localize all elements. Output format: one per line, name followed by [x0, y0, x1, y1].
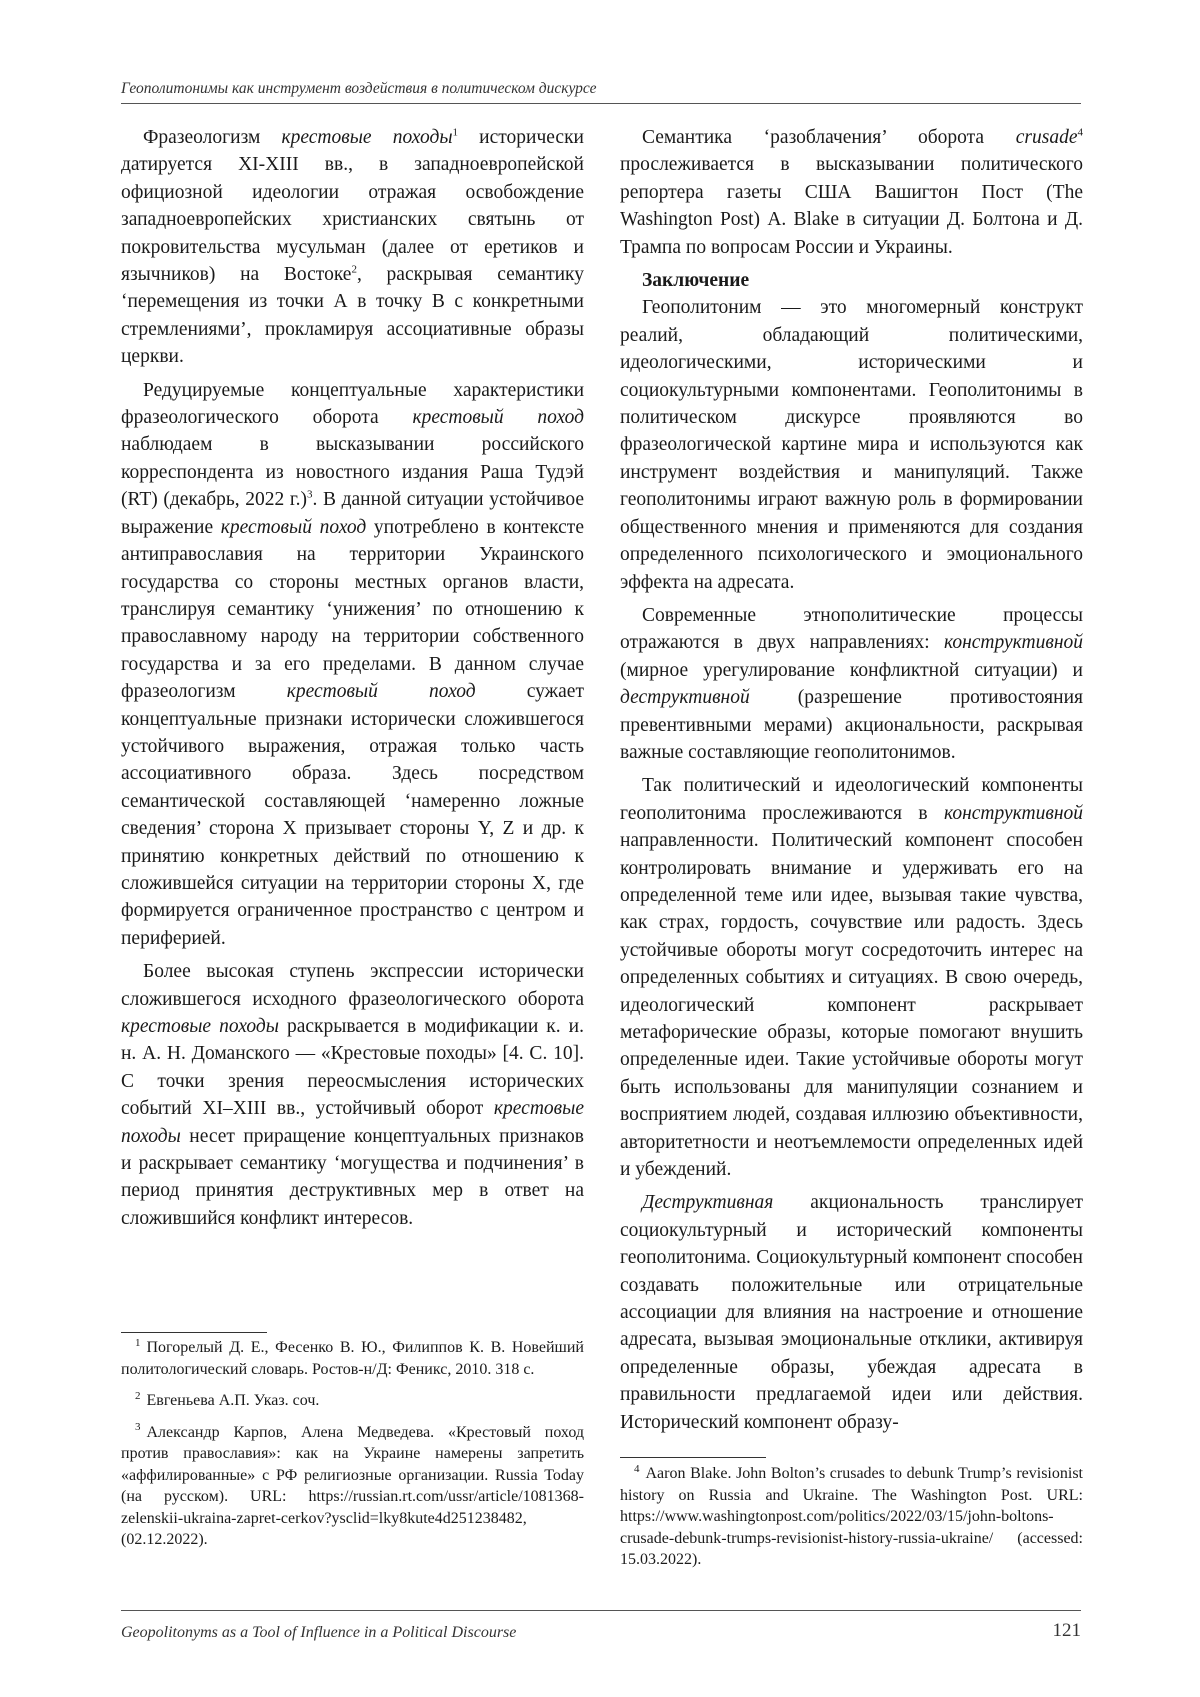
footnote-ref-4[interactable]: 4 [1077, 126, 1083, 139]
term-italic: деструктивной [620, 687, 750, 709]
left-paragraph-1: Фразеологизм крестовые походы$^1$ исторически датируется XI-XIII вв., в западноевропейской официозной идеологии отражая освобождение западноевропейских христианских святынь от покровительства мусульман (далее от еретиков и язычников) на Востоке$^2$, раскрывая семантику ‘перемещения из точки А в точку В с конкретными стремлениями’, прокламируя ассоциативные образы церкви. [121, 126, 584, 368]
right-column [620, 124, 1083, 1442]
footnote-number: 4 [634, 1462, 640, 1475]
term-italic: крестовые походы [121, 1016, 279, 1037]
term-italic: крестовый поход [286, 681, 476, 703]
footnotes-left [121, 1337, 584, 1561]
left-column [121, 124, 584, 1238]
footnote-number: 2 [135, 1389, 141, 1402]
footnote-3: $^3$ Александр Карпов, Алена Медведева. «Крестовый поход против православия»: как на Украине намерены запретить «аффилированные» с РФ религиозные организации. Russia Today (на русском). URL: https://russian.rt.com/ussr/article/1081368-zelenskii-ukraina-zapret-cerkov?ysclid=lky8kute4d251238482, (02.12.2022). [121, 1421, 584, 1548]
right-paragraph-5: Деструктивная акциональность транслирует социокультурный и исторический компоненты геополитонима. Социокультурный компонент способен создавать положительные или отрицательные ассоциации для влияния на настроение и отношение адресата, вызывая эмоциональные отклики, активируя определенные образы, убеждая адресата в правильности предлагаемой идеи или действия. Исторический компонент образу- [620, 1192, 1083, 1433]
right-paragraph-2: Геополитоним — это многомерный конструкт реалий, обладающий политическими, идеологическими, историческими и социокультурными компонентами. Геополитонимы в политическом дискурсе проявляются во фразеологической картине мира и используются как инструмент воздействия и манипуляций. Также геополитонимы играют важную роль в формировании общественного мнения и применяются для создания определенного психологического и эмоционального эффекта на адресата. [620, 297, 1083, 593]
term-italic: крестовые походы [121, 1098, 584, 1147]
header-rule [121, 103, 1081, 104]
footnote-ref-2[interactable]: 2 [351, 263, 357, 276]
footnotes-right [620, 1463, 1083, 1581]
footnote-number: 3 [135, 1421, 141, 1434]
section-heading-conclusion: Заключение [642, 270, 750, 292]
footnote-2: $^2$ Евгеньева А.П. Указ. соч. [135, 1389, 320, 1409]
term-italic: крестовый поход [412, 407, 584, 429]
term-italic: конструктивной [943, 632, 1083, 654]
footer-title: Geopolitonyms as a Tool of Influence in a Political Discourse [121, 1624, 517, 1641]
left-paragraph-3: Более высокая ступень экспрессии исторически сложившегося исходного фразеологического оборота крестовые походы раскрывается в модификации к. и. н. А. Н. Доманского — «Крестовые походы» [4. С. 10]. С точки зрения переосмысления исторических событий XI–XIII вв., устойчивый оборот крестовые походы несет приращение концептуальных признаков и раскрывает семантику ‘могущества и подчинения’ в период принятия деструктивных мер в ответ на сложившийся конфликт интересов. [121, 961, 584, 1229]
term-italic: crusade [1015, 127, 1078, 148]
footer-rule [121, 1610, 1081, 1611]
right-paragraph-1: Семантика ‘разоблачения’ оборота crusade$^4$ прослеживается в высказывании политического репортера газеты США Вашигтон Пост (The Washington Post) A. Blake в ситуации Д. Болтона и Д. Трампа по вопросам России и Украины. [620, 126, 1083, 258]
footnote-rule-left [121, 1332, 267, 1333]
footnote-1: $^1$ Погорелый Д. Е., Фесенко В. Ю., Филиппов К. В. Новейший политологический словарь. Ростов-н/Д: Феникс, 2010. 318 с. [121, 1336, 584, 1378]
running-head: Геополитонимы как инструмент воздействия в политическом дискурсе [121, 80, 597, 97]
term-italic: конструктивной [943, 802, 1083, 824]
footnote-rule-right [620, 1457, 766, 1458]
right-paragraph-4: Так политический и идеологический компоненты геополитонима прослеживаются в конструктивной направленности. Политический компонент способен контролировать внимание и удерживать его на определенной теме или идее, вызывая такие чувства, как страх, гордость, сочувствие или радость. Здесь устойчивые обороты могут сосредоточить интерес на определенных событиях и ситуациях. В свою очередь, идеологический компонент раскрывает метафорические образы, которые помогают внушить определенные идеи. Такие устойчивые обороты могут быть использованы для манипуляции сознанием и восприятием людей, создавая иллюзию объективности, авторитетности и неотъемлемости определенных идей и убеждений. [620, 775, 1083, 1181]
footnote-ref-1[interactable]: 1 [452, 126, 459, 139]
left-paragraph-2: Редуцируемые концептуальные характеристики фразеологического оборота крестовый поход наблюдаем в высказывании российского корреспондента из новостного издания Раша Тудэй (RT) (декабрь, 2022 г.)$^3$. В данной ситуации устойчивое выражение крестовый поход употреблено в контексте антиправославия на территории Украинского государства со стороны местных органов власти, транслируя семантику ‘унижения’ по отношению к православному народу на территории собственного государства и за его пределами. В данном случае фразеологизм крестовый поход сужает концептуальные признаки исторически сложившегося устойчивого выражения, отражая только часть ассоциативного образа. Здесь посредством семантической составляющей ‘намеренно ложные сведения’ сторона X призывает стороны Y, Z и др. к принятию конкретных действий по отношению к сложившейся ситуации на территории стороны X, где формируется ограниченное пространство с центром и периферией. [121, 379, 585, 949]
right-paragraph-3: Современные этнополитические процессы отражаются в двух направлениях: конструктивной (мирное урегулирование конфликтной ситуации) и деструктивной (разрешение противостояния превентивными мерами) акциональности, раскрывая важные составляющие геополитонимов. [620, 604, 1083, 763]
footnote-number: 1 [135, 1336, 141, 1349]
term-italic: Деструктивная [642, 1192, 774, 1214]
footnote-4: $^4$ Aaron Blake. John Bolton’s crusades to debunk Trump’s revisionist history on Russia and Ukraine. The Washington Post. URL: https://www.washingtonpost.com/politics/2022/03/15/john-boltons-crusade-debunk-trumps-revisionist-history-russia-ukraine/ (accessed: 15.03.2022). [620, 1462, 1083, 1568]
term-italic: крестовые походы [281, 127, 453, 148]
footnote-ref-3[interactable]: 3 [307, 488, 313, 501]
page-number: 121 [1052, 1620, 1081, 1641]
term-italic: крестовый поход [220, 516, 367, 538]
